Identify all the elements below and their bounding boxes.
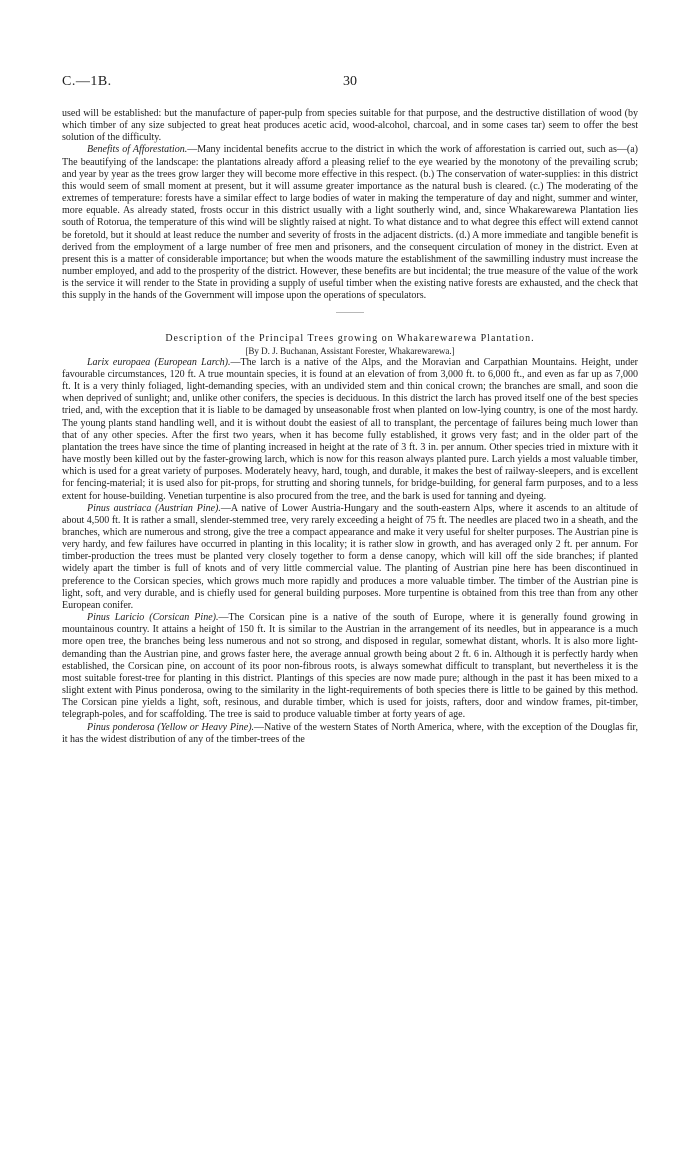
section-divider (336, 312, 364, 313)
page-number: 30 (343, 74, 357, 89)
section-heading: Description of the Principal Trees growing on Whakarewarewa Plantation. (165, 332, 535, 344)
document-reference: C.—1B. (62, 74, 112, 89)
paragraph-benefits: Benefits of Afforestation.—Many incidental benefits accrue to the district in which the work of afforestation is carried out, such as—(a) The beautifying of the landscape: the plantations already afford a pleasing relief to the eye wearied by the monotony of the prevailing scrub; and year by year as the trees grow larger they will become more effective in this respect. (b.) The conservation of water-supplies: in this district this would seem of small moment at present, but it will assume greater importance as the natural bush is cleared. (c.) The moderating of the extremes of temperature: forests have a similar effect to large bodies of water in making the temperature of day and night, summer and winter, more equable. As already stated, frosts occur in this district usually with a light southerly wind, and, since Whakarewarewa Plantation lies south of Rotorua, the temperature of this wind will be slightly raised at night. To what distance and to what degree this effect will extend cannot be foretold, but it should at least reduce the number and severity of frosts in the adjacent districts. (d.) A more immediate and tangible benefit is derived from the employment of a large number of free men and prisoners, and the consequent circulation of money in the district. Even at present this is a matter of considerable importance; but when the woods mature the establishment of the sawmilling industry must increase the number employed, and add to the prosperity of the district. However, these benefits are but incidental; the true measure of the value of the work is the service it will render to the State in providing a supply of useful timber when the existing native forests are exhausted, and the check that this supply in the hands of the Government will impose upon the operations of speculators. (62, 144, 638, 302)
section-byline: [By D. J. Buchanan, Assistant Forester, Whakarewarewa.] (245, 345, 455, 356)
species-lead: Pinus ponderosa (Yellow or Heavy Pine). (87, 721, 255, 733)
species-lead: Larix europaea (European Larch). (87, 356, 231, 368)
paragraph-continuation: used will be established: but the manufacture of paper-pulp from species suitable for that purpose, and the destructive distillation of wood (by which timber of any size subjected to great heat produces acetic acid, wood-alcohol, charcoal, and in some cases tar) seem to offer the best solution of the difficulty. (62, 108, 638, 144)
page-body (62, 108, 638, 746)
paragraph-austrian-pine: Pinus austriaca (Austrian Pine).—A native of Lower Austria-Hungary and the south-eastern Alps, where it ascends to an altitude of about 4,500 ft. It is rather a small, slender-stemmed tree, very rarely exceeding a height of 75 ft. The needles are placed two in a sheath, and the branches, which are numerous and strong, give the tree a compact appearance and make it very useful for shelter purposes. The Austrian pine is very hardy, and few failures have occurred in planting in this locality; it is rather slow in growth, and has averaged only 2 ft. per annum. For timber-production the trees must be planted very closely together to form a dense canopy, which will kill off the side branches; if planted widely apart the timber is full of knots and of very little commercial value. The planting of Austrian pine here has been discontinued in preference to the Corsican species, which grows much more rapidly and produces a more valuable timber. The timber of the Austrian pine is light, soft, and very durable, and is chiefly used for general building purposes. More turpentine is obtained from this tree than from any other European conifer. (62, 502, 639, 611)
paragraph-lead: Benefits of Afforestation. (87, 144, 188, 156)
species-lead: Pinus Laricio (Corsican Pine). (87, 612, 219, 624)
paragraph-larch: Larix europaea (European Larch).—The larch is a native of the Alps, and the Moravian and Carpathian Mountains. Height, under favourable circumstances, 120 ft. A true mountain species, it is found at an elevation of from 3,000 ft. to 6,000 ft., and even as far up as 7,000 ft. It is a very thinly foliaged, light-demanding species, with an undivided stem and thin conical crown; the branches are small, and soon die when deprived of sunlight; and, unlike other conifers, the species is deciduous. In this district the larch has proved itself one of the best species tried, and, with the exception that it is liable to be damaged by unseasonable frost when planted on low-lying country, is one of the most hardy. The young plants stand handling well, and it is without doubt the easiest of all to transplant, the percentage of failures being much lower than that of any other species. After the first two years, when it has become fully established, it grows very fast; and in the older part of the plantation the trees have since the time of planting increased in height at the rate of 3 ft. 3 in. per annum. Other species tried in mixture with it have mostly been killed out by the faster-growing larch, which is now for this reason always planted pure. Larch yields a most valuable timber, which is used for a great variety of purposes. Moderately heavy, hard, tough, and durable, it makes the best of railway-sleepers, and is excellent for fencing-material; it is used also for pit-props, for strutting and shoring tunnels, for bridge-building, for general farm purposes, and to a less extent for house-building. Venetian turpentine is also procured from the tree, and the bark is used for tanning and dyeing. (62, 356, 638, 502)
page-header (62, 74, 638, 94)
paragraph-corsican-pine: Pinus Laricio (Corsican Pine).—The Corsican pine is a native of the south of Europe, where it is generally found growing in mountainous country. It attains a height of 150 ft. It is similar to the Austrian in the arrangement of its needles, but in appearance is a much more open tree, the branches being less numerous and not so strong, and disposed in regular, somewhat distant, whorls. It is also more light-demanding than the Austrian pine, and grows faster here, the average annual growth being about 2 ft. 6 in. Although it is perfectly hardy when established, the Corsican pine, on account of its poor non-fibrous roots, is always somewhat difficult to transplant, but nevertheless it is the most suitable forest-tree for planting in this district. Plantings of this species are now made pure; although in the past it has been mixed to a slight extent with Pinus ponderosa, owing to the similarity in the light-requirements of both species there is little to be gained by this method. The Corsican pine yields a light, soft, resinous, and durable timber, which is used for joists, rafters, door and window frames, pit-timber, telegraph-poles, and for scaffolding. The tree is said to produce valuable timber at forty years of age. (62, 612, 638, 721)
paragraph-ponderosa-pine: Pinus ponderosa (Yellow or Heavy Pine).—Native of the western States of North America, where, with the exception of the Douglas fir, it has the widest distribution of any of the timber-trees of the (62, 721, 638, 745)
species-lead: Pinus austriaca (Austrian Pine). (87, 502, 221, 514)
